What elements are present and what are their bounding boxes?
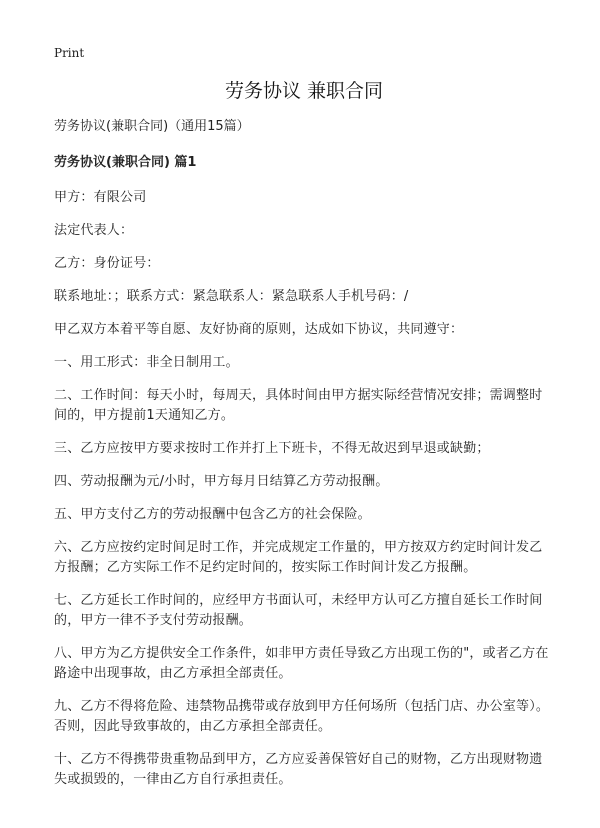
clause-10: 十、乙方不得携带贵重物品到甲方，乙方应妥善保管好自己的财物，乙方出现财物遗失或损毁的，一律由乙方自行承担责任。 [54, 752, 543, 787]
clause-6: 六、乙方应按约定时间足时工作，并完成规定工作量的，甲方按双方约定时间计发乙方报酬；乙方实际工作不足约定时间的，按实际工作时间计发乙方报酬。 [54, 540, 543, 575]
paragraph-party-a: 甲方：有限公司 [54, 190, 147, 205]
document-subtitle: 劳务协议(兼职合同)（通用15篇） [54, 119, 250, 134]
paragraph-preamble: 甲乙双方本着平等自愿、友好协商的原则，达成如下协议，共同遵守： [54, 322, 464, 337]
document-title: 劳务协议 兼职合同 [224, 80, 384, 102]
section-heading: 劳务协议(兼职合同) 篇1 [54, 155, 197, 170]
clause-9: 九、乙方不得将危险、违禁物品携带或存放到甲方任何场所（包括门店、办公室等）。否则，因此导致事故的，由乙方承担全部责任。 [54, 699, 550, 734]
paragraph-party-b: 乙方：身份证号： [54, 256, 160, 271]
paragraph-contact: 联系地址：；联系方式：紧急联系人：紧急联系人手机号码：/ [54, 289, 409, 304]
clause-7: 七、乙方延长工作时间的，应经甲方书面认可，未经甲方认可乙方擅自延长工作时间的，甲方一律不予支付劳动报酬。 [54, 593, 543, 628]
clause-2: 二、工作时间：每天小时，每周天，具体时间由甲方据实际经营情况安排；需调整时间的，甲方提前1天通知乙方。 [54, 388, 543, 423]
paragraph-legal-rep: 法定代表人： [54, 223, 134, 238]
print-link[interactable]: Print [54, 46, 85, 60]
clause-1: 一、用工形式：非全日制用工。 [54, 355, 239, 370]
clause-5: 五、甲方支付乙方的劳动报酬中包含乙方的社会保险。 [54, 507, 371, 522]
document-body [54, 78, 554, 803]
clause-4: 四、劳动报酬为元/小时，甲方每月日结算乙方劳动报酬。 [54, 474, 389, 489]
clause-3: 三、乙方应按甲方要求按时工作并打上下班卡，不得无故迟到早退或缺勤； [54, 441, 490, 456]
clause-8: 八、甲方为乙方提供安全工作条件，如非甲方责任导致乙方出现工伤的"，或者乙方在路途中出现事故，由乙方承担全部责任。 [54, 646, 549, 681]
